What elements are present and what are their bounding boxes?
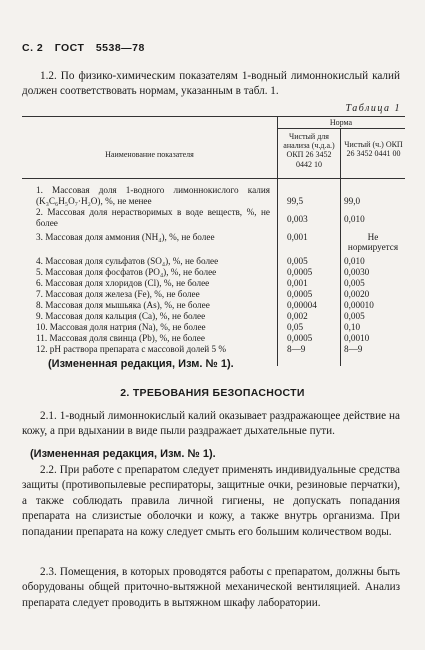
edition-note-2: (Измененная редакция, Изм. № 1). — [30, 448, 216, 460]
header-cda: Чистый для анализа (ч.д.а.) ОКП 26 3452 0442 10 — [283, 132, 335, 169]
table-caption: Таблица 1 — [345, 103, 401, 114]
gost-label: ГОСТ — [54, 42, 85, 54]
column-divider-1 — [277, 116, 278, 366]
section-2-title: 2. ТРЕБОВАНИЯ БЕЗОПАСНОСТИ — [120, 387, 305, 399]
page-number: С. 2 — [22, 42, 44, 54]
norm-rule — [277, 128, 405, 129]
paragraph-2-3: 2.3. Помещения, в которых проводятся работы с препаратом, должны быть оборудованы общей приточно-вытяжной механической вентиляцией. Анализ препарата следует проводить в вытяжном шкафу лаборатории. — [22, 566, 400, 609]
header-ch: Чистый (ч.) ОКП 26 3452 0441 00 — [344, 140, 403, 159]
header-norm: Норма — [329, 118, 353, 127]
column-divider-2 — [340, 128, 341, 366]
edition-note-1: (Измененная редакция, Изм. № 1). — [48, 358, 234, 370]
header-name: Наименование показателя — [105, 150, 194, 159]
page-header — [22, 42, 153, 54]
table-top-rule — [22, 116, 405, 117]
table-header-rule — [22, 178, 405, 179]
table-1: Наименование показателя Норма Чистый для анализа (ч.д.а.) ОКП 26 3452 0442 10 Чистый (ч.) ОКП 26 3452 0441 00 1. Массовая доля 1-водного лимоннокислого калия (K₃C₆H₅O₇·H₂O), %, не менее 99,5 99,0 2. Массовая доля нерастворимых в воде веществ, %, не более 0,003 0,010 3. Массовая доля аммония (NH₄), %, не более 0,001 Не нормируется 4. Массовая доля сульфатов (SO₄), %, не более 0,005 0,010 5. Массовая доля фосфатов (PO₄), %, не более 0,0005 0,0030 6. Массовая доля хлоридов (Cl), %, не более 0,001 0,005 7. Массовая доля железа (Fe), %, не более 0,0005 0,0020 8. Массовая доля мышьяка (As), %, не более 0,00004 0,00010 9. Массовая доля кальция (Ca), %, не более 0,002 0,005 10. Массовая доля натрия (Na), %, не более 0,05 0,10 11. Массовая доля свинца (Pb), %, не более 0,0005 0,0010 12. pH раствора препарата с массовой долей 5 % 8—9 8—9 — [22, 116, 405, 366]
paragraph-2-1: 2.1. 1-водный лимоннокислый калий оказывает раздражающее действие на кожу, а при вдыхании в виде пыли раздражает дыхательные пути. — [22, 410, 400, 438]
gost-number: 5538—78 — [95, 42, 145, 54]
paragraph-1-2: 1.2. По физико-химическим показателям 1-водный лимоннокислый калий должен соответствовать нормам, указанным в табл. 1. — [22, 70, 400, 98]
paragraph-2-2: 2.2. При работе с препаратом следует применять индивидуальные средства защиты (противопылевые респираторы, защитные очки, резиновые перчатки), а также соблюдать правила личной гигиены, не допускать попадания препарата на слизистые оболочки и кожу, а также внутрь организма. При попадании препарата на кожу следует смыть его большим количеством воды. — [22, 464, 400, 538]
